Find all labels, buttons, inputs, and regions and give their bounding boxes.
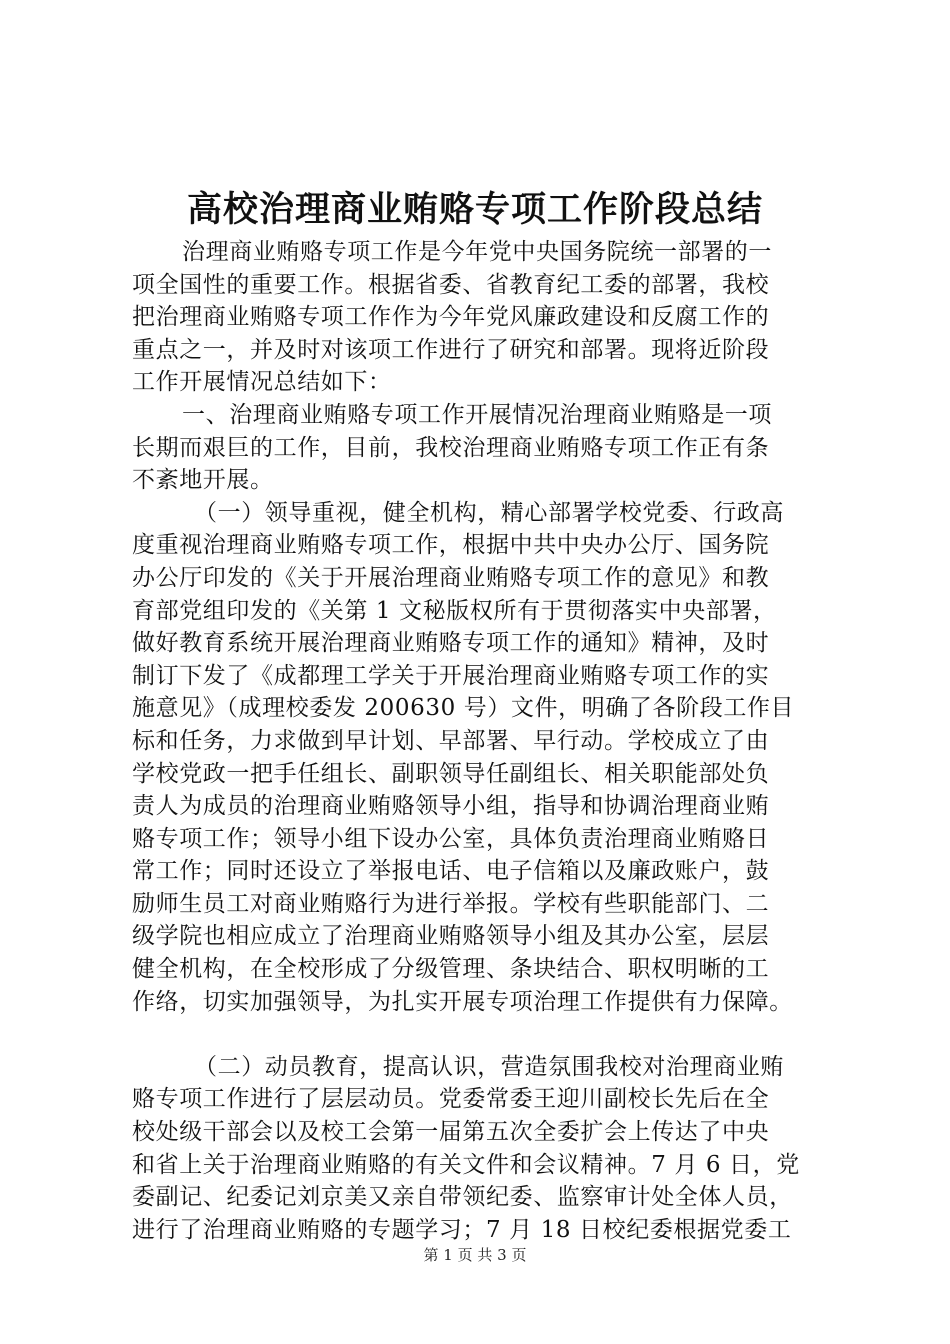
paragraph-line: 项全国性的重要工作。根据省委、省教育纪工委的部署，我校 <box>132 271 770 298</box>
paragraph-line: 把治理商业贿赂专项工作作为今年党风廉政建设和反腐工作的 <box>132 304 770 331</box>
paragraph-line: 做好教育系统开展治理商业贿赂专项工作的通知》精神，及时 <box>132 630 770 657</box>
paragraph-line: 常工作；同时还设立了举报电话、电子信箱以及廉政账户，鼓 <box>132 858 770 885</box>
paragraph-line: 工作开展情况总结如下： <box>132 369 392 396</box>
paragraph-line: 重点之一，并及时对该项工作进行了研究和部署。现将近阶段 <box>132 336 770 363</box>
paragraph-line: 长期而艰巨的工作，目前，我校治理商业贿赂专项工作正有条 <box>132 434 770 461</box>
paragraph-line: （二）动员教育，提高认识，营造氛围我校对治理商业贿 <box>194 1053 784 1080</box>
paragraph-line: 校处级干部会以及校工会第一届第五次全委扩会上传达了中央 <box>132 1119 770 1146</box>
paragraph-line: 学校党政一把手任组长、副职领导任副组长、相关职能部处负 <box>132 760 770 787</box>
paragraph-line: 育部党组印发的《关第 1 文秘版权所有于贯彻落实中央部署， <box>132 597 777 624</box>
paragraph-line: 励师生员工对商业贿赂行为进行举报。学校有些职能部门、二 <box>132 890 770 917</box>
paragraph-line: 委副记、纪委记刘京美又亲自带领纪委、监察审计处全体人员， <box>132 1184 793 1211</box>
paragraph-line: 进行了治理商业贿赂的专题学习；7 月 18 日校纪委根据党委工 <box>132 1216 792 1243</box>
paragraph-line: 治理商业贿赂专项工作是今年党中央国务院统一部署的一 <box>182 239 772 265</box>
document-body <box>132 236 852 1246</box>
paragraph-line: 一、治理商业贿赂专项工作开展情况治理商业贿赂是一项 <box>182 401 772 428</box>
paragraph-line: 和省上关于治理商业贿赂的有关文件和会议精神。7 月 6 日，党 <box>132 1151 800 1178</box>
paragraph-line: 制订下发了《成都理工学关于开展治理商业贿赂专项工作的实 <box>132 662 770 689</box>
paragraph-line: 责人为成员的治理商业贿赂领导小组，指导和协调治理商业贿 <box>132 793 770 820</box>
paragraph-line: 赂专项工作进行了层层动员。党委常委王迎川副校长先后在全 <box>132 1086 770 1113</box>
paragraph-line: 级学院也相应成立了治理商业贿赂领导小组及其办公室，层层 <box>132 923 770 950</box>
paragraph-line: 度重视治理商业贿赂专项工作，根据中共中央办公厅、国务院 <box>132 532 770 559</box>
paragraph-line: 施意见》（成理校委发 200630 号）文件，明确了各阶段工作目 <box>132 695 795 722</box>
page-footer: 第 1 页 共 3 页 <box>423 1246 527 1264</box>
paragraph-gap <box>132 1018 852 1051</box>
paragraph-line: 办公厅印发的《关于开展治理商业贿赂专项工作的意见》和教 <box>132 564 770 591</box>
paragraph-line: 作络，切实加强领导，为扎实开展专项治理工作提供有力保障。 <box>132 988 793 1015</box>
paragraph-line: 赂专项工作；领导小组下设办公室，具体负责治理商业贿赂日 <box>132 825 770 852</box>
paragraph-line: 健全机构，在全校形成了分级管理、条块结合、职权明晰的工 <box>132 956 770 983</box>
paragraph-line: 不紊地开展。 <box>132 467 274 494</box>
paragraph-line: （一）领导重视，健全机构，精心部署学校党委、行政高 <box>194 499 784 526</box>
document-title: 高校治理商业贿赂专项工作阶段总结 <box>186 189 763 230</box>
paragraph-line: 标和任务，力求做到早计划、早部署、早行动。学校成立了由 <box>132 727 770 754</box>
